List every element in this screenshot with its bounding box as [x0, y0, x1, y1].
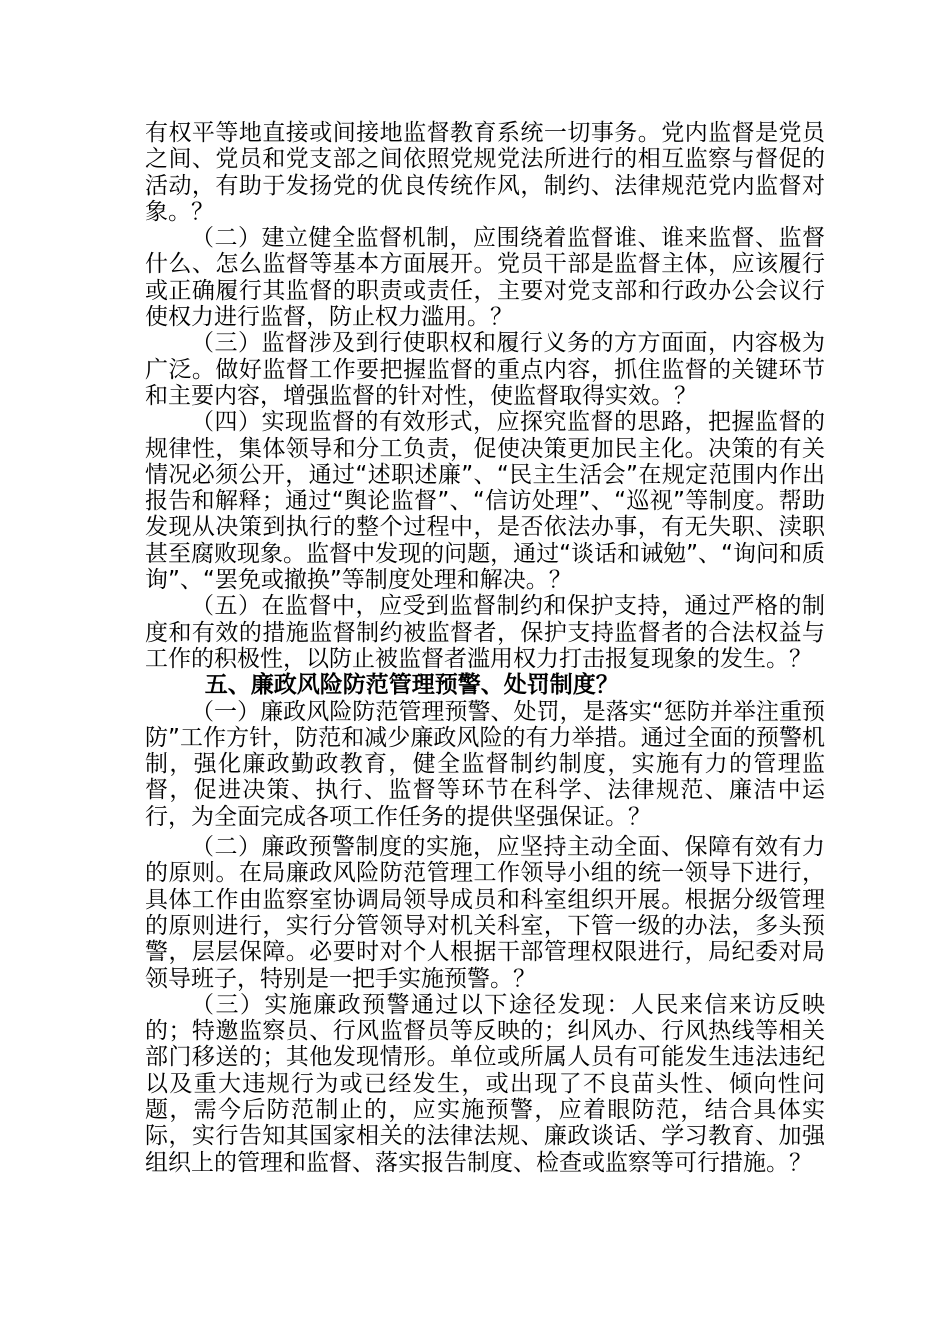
paragraph-item-4: （四）实现监督的有效形式，应探究监督的思路，把握监督的规律性，集体领导和分工负责，促使决策更加民主化。决策的有关情况必须公开，通过“述职述廉”、“民主生活会”在规定范围内作出报告和解释；通过“舆论监督”、“信访处理”、“巡视”等制度。帮助发现从决策到执行的整个过程中，是否依法办事，有无失职、渎职甚至腐败现象。监督中发现的问题，通过“谈话和诫勉”、“询问和质询”、“罢免或撤换”等制度处理和解决。？	[145, 409, 825, 594]
paragraph-continuation: 有权平等地直接或间接地监督教育系统一切事务。党内监督是党员之间、党员和党支部之间依照党规党法所进行的相互监察与督促的活动，有助于发扬党的优良传统作风，制约、法律规范党内监督对象。？	[145, 120, 825, 225]
paragraph-section5-item-3: （三）实施廉政预警通过以下途径发现：人民来信来访反映的；特邀监察员、行风监督员等反映的；纠风办、行风热线等相关部门移送的；其他发现情形。单位或所属人员有可能发生违法违纪以及重大违规行为或已经发生，或出现了不良苗头性、倾向性问题，需今后防范制止的，应实施预警，应着眼防范，结合具体实际，实行告知其国家相关的法律法规、廉政谈话、学习教育、加强组织上的管理和监督、落实报告制度、检查或监察等可行措施。？	[145, 991, 825, 1176]
paragraph-item-2: （二）建立健全监督机制，应围绕着监督谁、谁来监督、监督什么、怎么监督等基本方面展开。党员干部是监督主体，应该履行或正确履行其监督的职责或责任，主要对党支部和行政办公会议行使权力进行监督，防止权力滥用。？	[145, 225, 825, 331]
paragraph-section5-item-1: （一）廉政风险防范管理预警、处罚，是落实“惩防并举注重预防”工作方针，防范和减少廉政风险的有力举措。通过全面的预警机制，强化廉政勤政教育，健全监督制约制度，实施有力的管理监督，促进决策、执行、监督等环节在科学、法律规范、廉洁中运行，为全面完成各项工作任务的提供坚强保证。？	[145, 698, 825, 830]
paragraph-section5-item-2: （二）廉政预警制度的实施，应坚持主动全面、保障有效有力的原则。在局廉政风险防范管理工作领导小组的统一领导下进行，具体工作由监察室协调局领导成员和科室组织开展。根据分级管理的原则进行，实行分管领导对机关科室，下管一级的办法，多头预警，层层保障。必要时对个人根据干部管理权限进行，局纪委对局领导班子，特别是一把手实施预警。？	[145, 834, 825, 992]
paragraph-item-5: （五）在监督中，应受到监督制约和保护支持，通过严格的制度和有效的措施监督制约被监督者，保护支持监督者的合法权益与工作的积极性，以防止被监督者滥用权力打击报复现象的发生。？	[145, 593, 825, 672]
paragraph-item-3: （三）监督涉及到行使职权和履行义务的方方面面，内容极为广泛。做好监督工作要把握监督的重点内容，抓住监督的关键环节和主要内容，增强监督的针对性，使监督取得实效。？	[145, 330, 825, 409]
document-page	[145, 120, 825, 1176]
section-heading: 五、廉政风险防范管理预警、处罚制度？	[204, 672, 619, 699]
